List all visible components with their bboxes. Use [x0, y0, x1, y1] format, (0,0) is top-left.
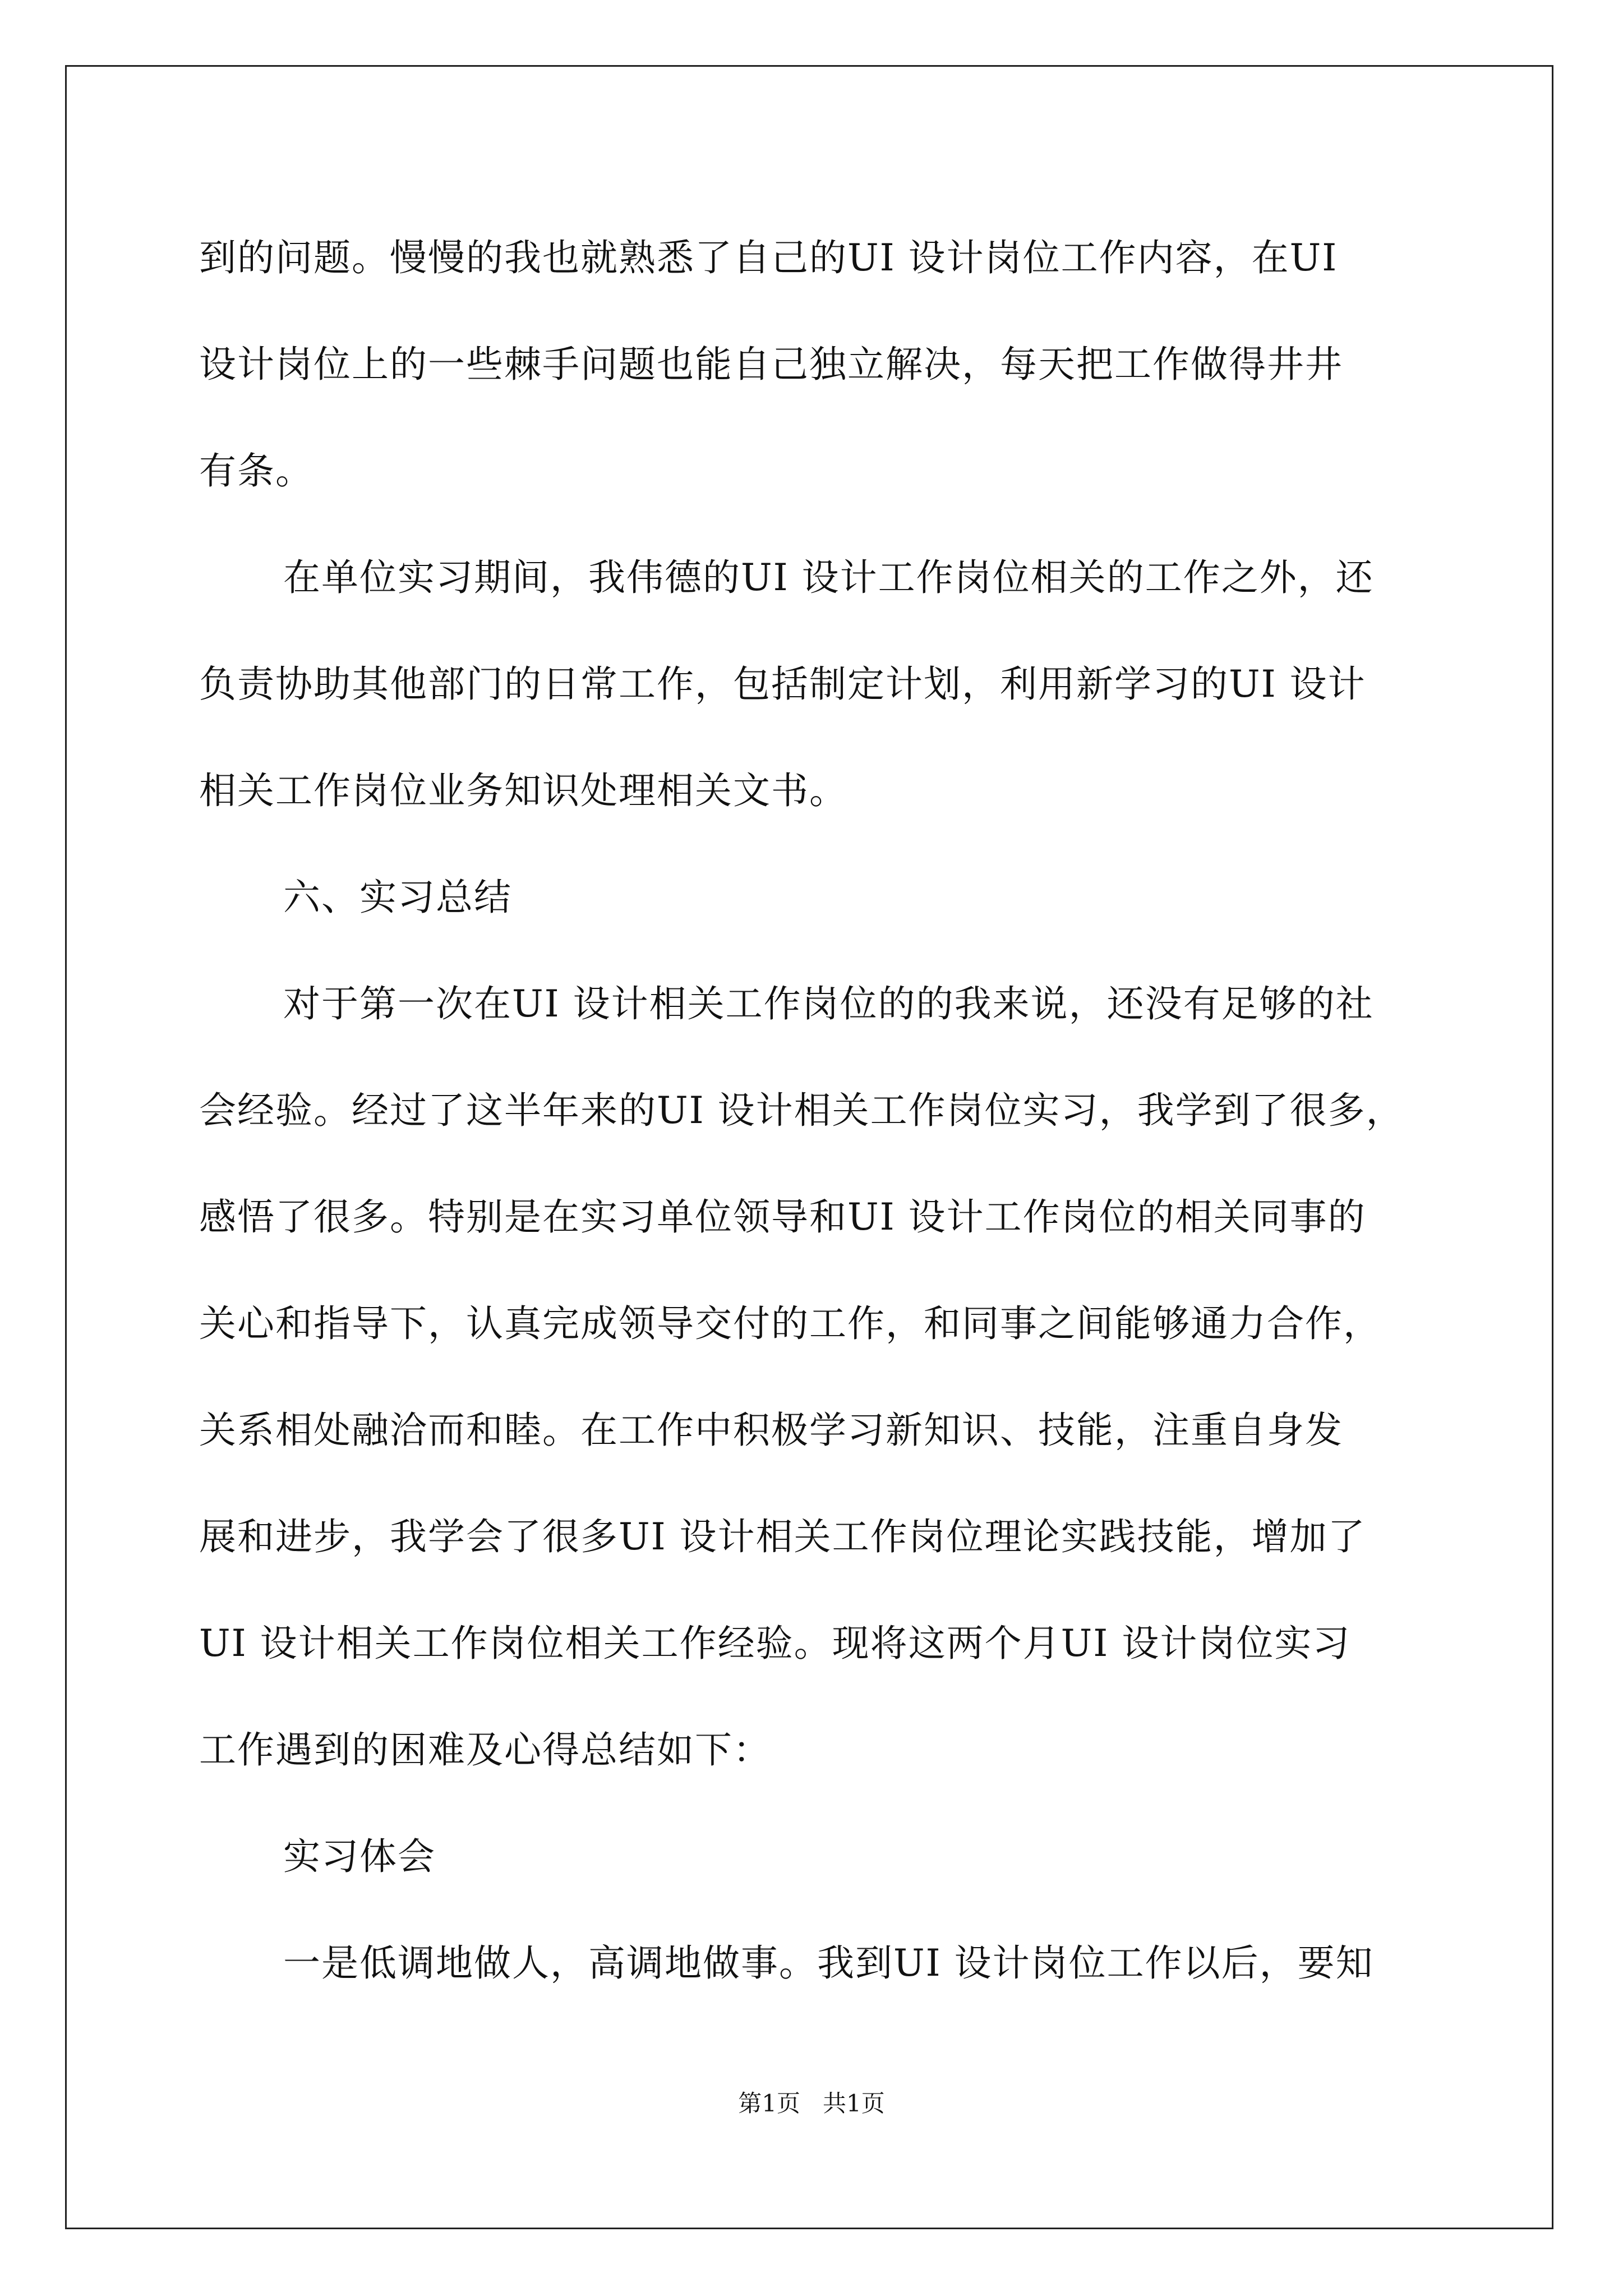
paragraph-3: 对于第一次在UI 设计相关工作岗位的的我来说，还没有足够的社 会经验。经过了这半年来的UI 设计相关工作岗位实习，我学到了很多， 感悟了很多。特别是在实习单位领导和UI 设计工作岗位的相关同事的 关心和指导下，认真完成领导交付的工作，和同事之间能够通力合作， 关系相处融洽而和睦。在工作中积极学习新知识、技能，注重自身发 展和进步，我学会了很多UI 设计相关工作岗位理论实践技能，增加了 UI 设计相关工作岗位相关工作经验。现将这两个月UI 设计岗位实习 工作遇到的困难及心得总结如下：	[199, 982, 1404, 1772]
section-heading-summary: 六、实习总结	[283, 876, 512, 919]
subheading-experience: 实习体会	[283, 1835, 436, 1878]
document-body	[199, 205, 1427, 2017]
page-footer: 第1页 共1页	[738, 2090, 885, 2117]
paragraph-2: 在单位实习期间，我伟德的UI 设计工作岗位相关的工作之外，还 负责协助其他部门的日常工作，包括制定计划，利用新学习的UI 设计 相关工作岗位业务知识处理相关文书。	[199, 556, 1374, 812]
paragraph-4: 一是低调地做人，高调地做事。我到UI 设计岗位工作以后，要知	[283, 1941, 1374, 1985]
paragraph-1: 到的问题。慢慢的我也就熟悉了自己的UI 设计岗位工作内容，在UI 设计岗位上的一些棘手问题也能自己独立解决，每天把工作做得井井 有条。	[199, 236, 1343, 493]
